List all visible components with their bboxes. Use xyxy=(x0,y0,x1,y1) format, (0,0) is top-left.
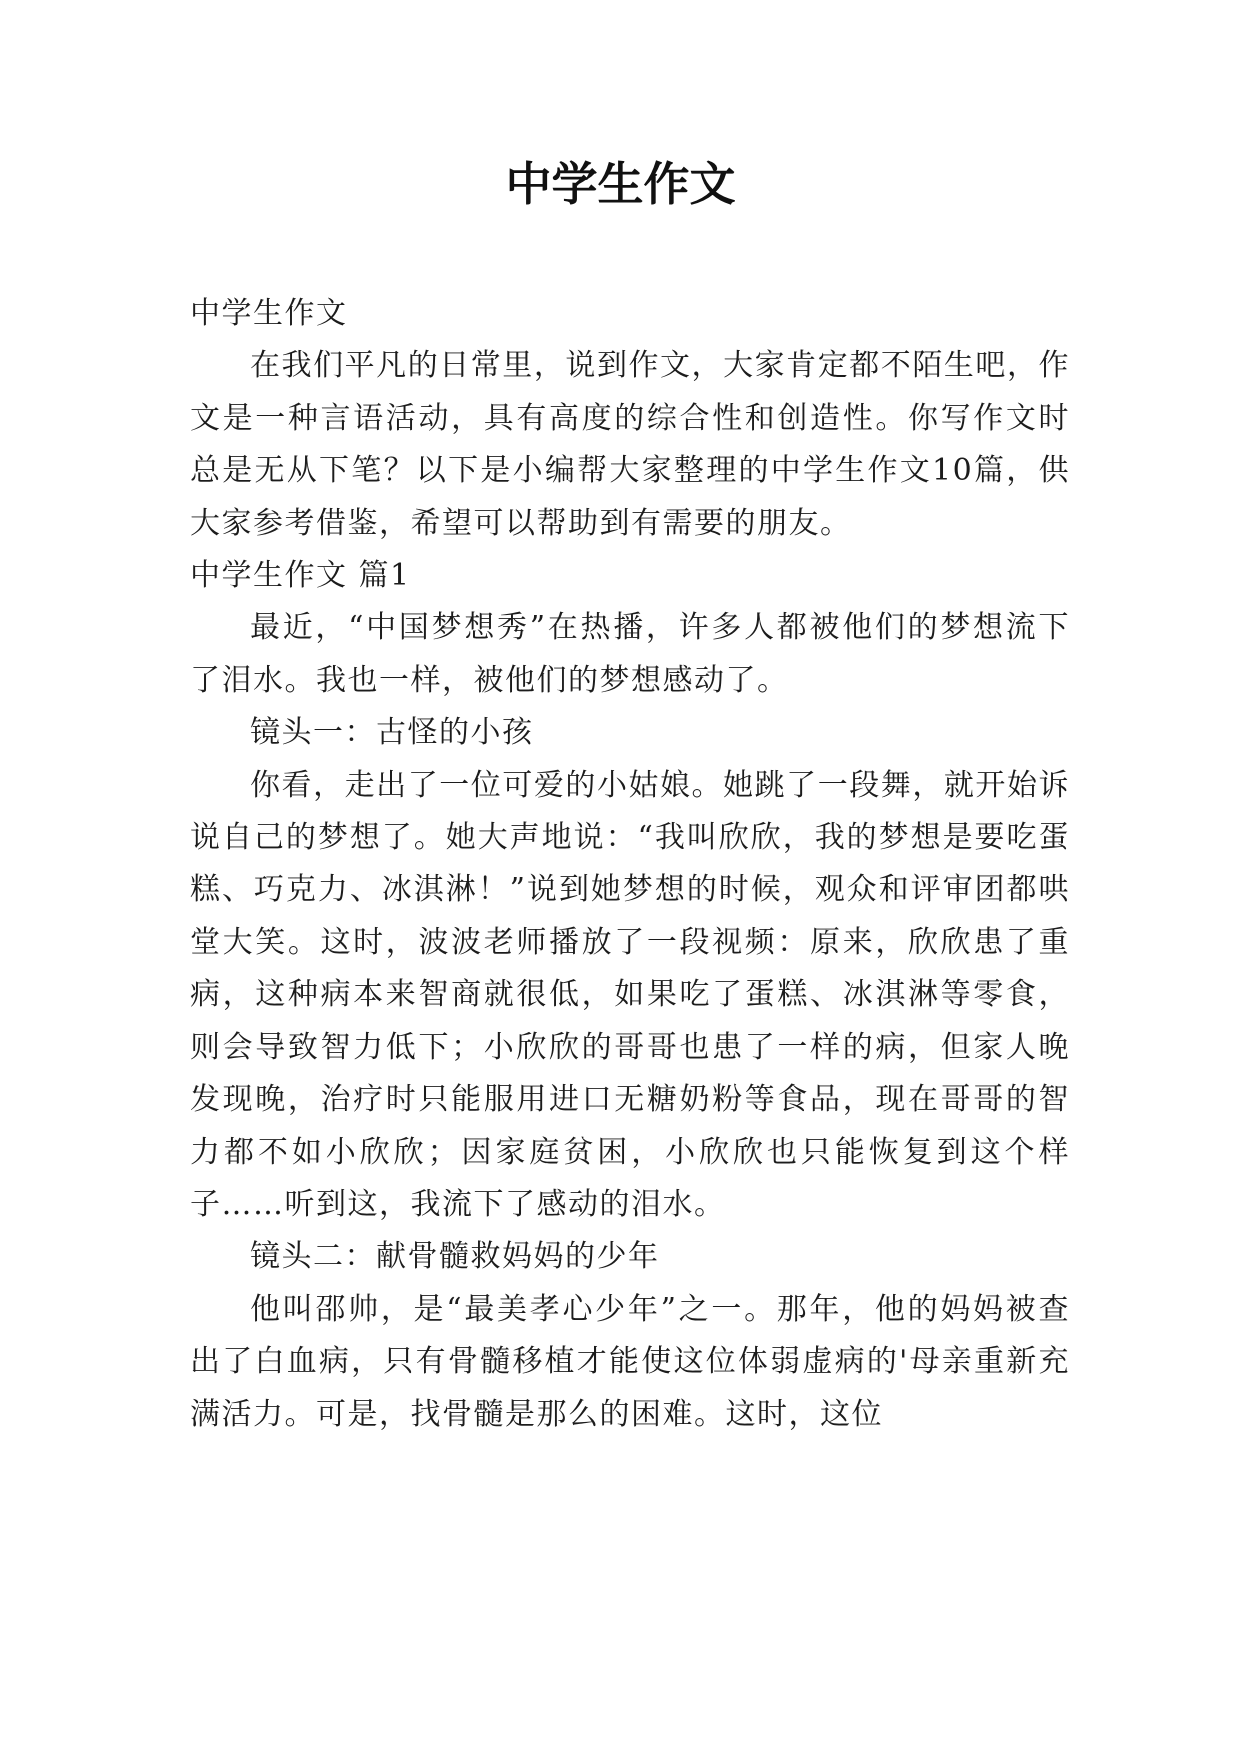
paragraph: 在我们平凡的日常里，说到作文，大家肯定都不陌生吧，作文是一种言语活动，具有高度的综合性和创造性。你写作文时总是无从下笔？以下是小编帮大家整理的中学生作文10篇，供大家参考借鉴，希望可以帮助到有需要的朋友。 xyxy=(190,348,1070,541)
paragraph: 他叫邵帅，是“最美孝心少年”之一。那年，他的妈妈被查出了白血病，只有骨髓移植才能使这位体弱虚病的'母亲重新充满活力。可是，找骨髓是那么的困难。这时，这位 xyxy=(190,1291,1070,1432)
paragraph: 最近，“中国梦想秀”在热播，许多人都被他们的梦想流下了泪水。我也一样，被他们的梦想感动了。 xyxy=(190,610,1070,698)
document-body xyxy=(190,288,1070,1441)
paragraph: 镜头一：古怪的小孩 xyxy=(250,715,534,751)
paragraph: 中学生作文 xyxy=(190,296,348,331)
paragraph: 镜头二：献骨髓救妈妈的少年 xyxy=(250,1239,660,1275)
paragraph: 中学生作文 篇1 xyxy=(190,558,411,594)
paragraph: 你看，走出了一位可爱的小姑娘。她跳了一段舞，就开始诉说自己的梦想了。她大声地说：“我叫欣欣，我的梦想是要吃蛋糕、巧克力、冰淇淋！”说到她梦想的时候，观众和评审团都哄堂大笑。这时，波波老师播放了一段视频：原来，欣欣患了重病，这种病本来智商就很低，如果吃了蛋糕、冰淇淋等零食，则会导致智力低下；小欣欣的哥哥也患了一样的病，但家人晚发现晚，治疗时只能服用进口无糖奶粉等食品，现在哥哥的智力都不如小欣欣；因家庭贫困，小欣欣也只能恢复到这个样子……听到这，我流下了感动的泪水。 xyxy=(190,767,1070,1222)
document-title: 中学生作文 xyxy=(505,157,736,211)
